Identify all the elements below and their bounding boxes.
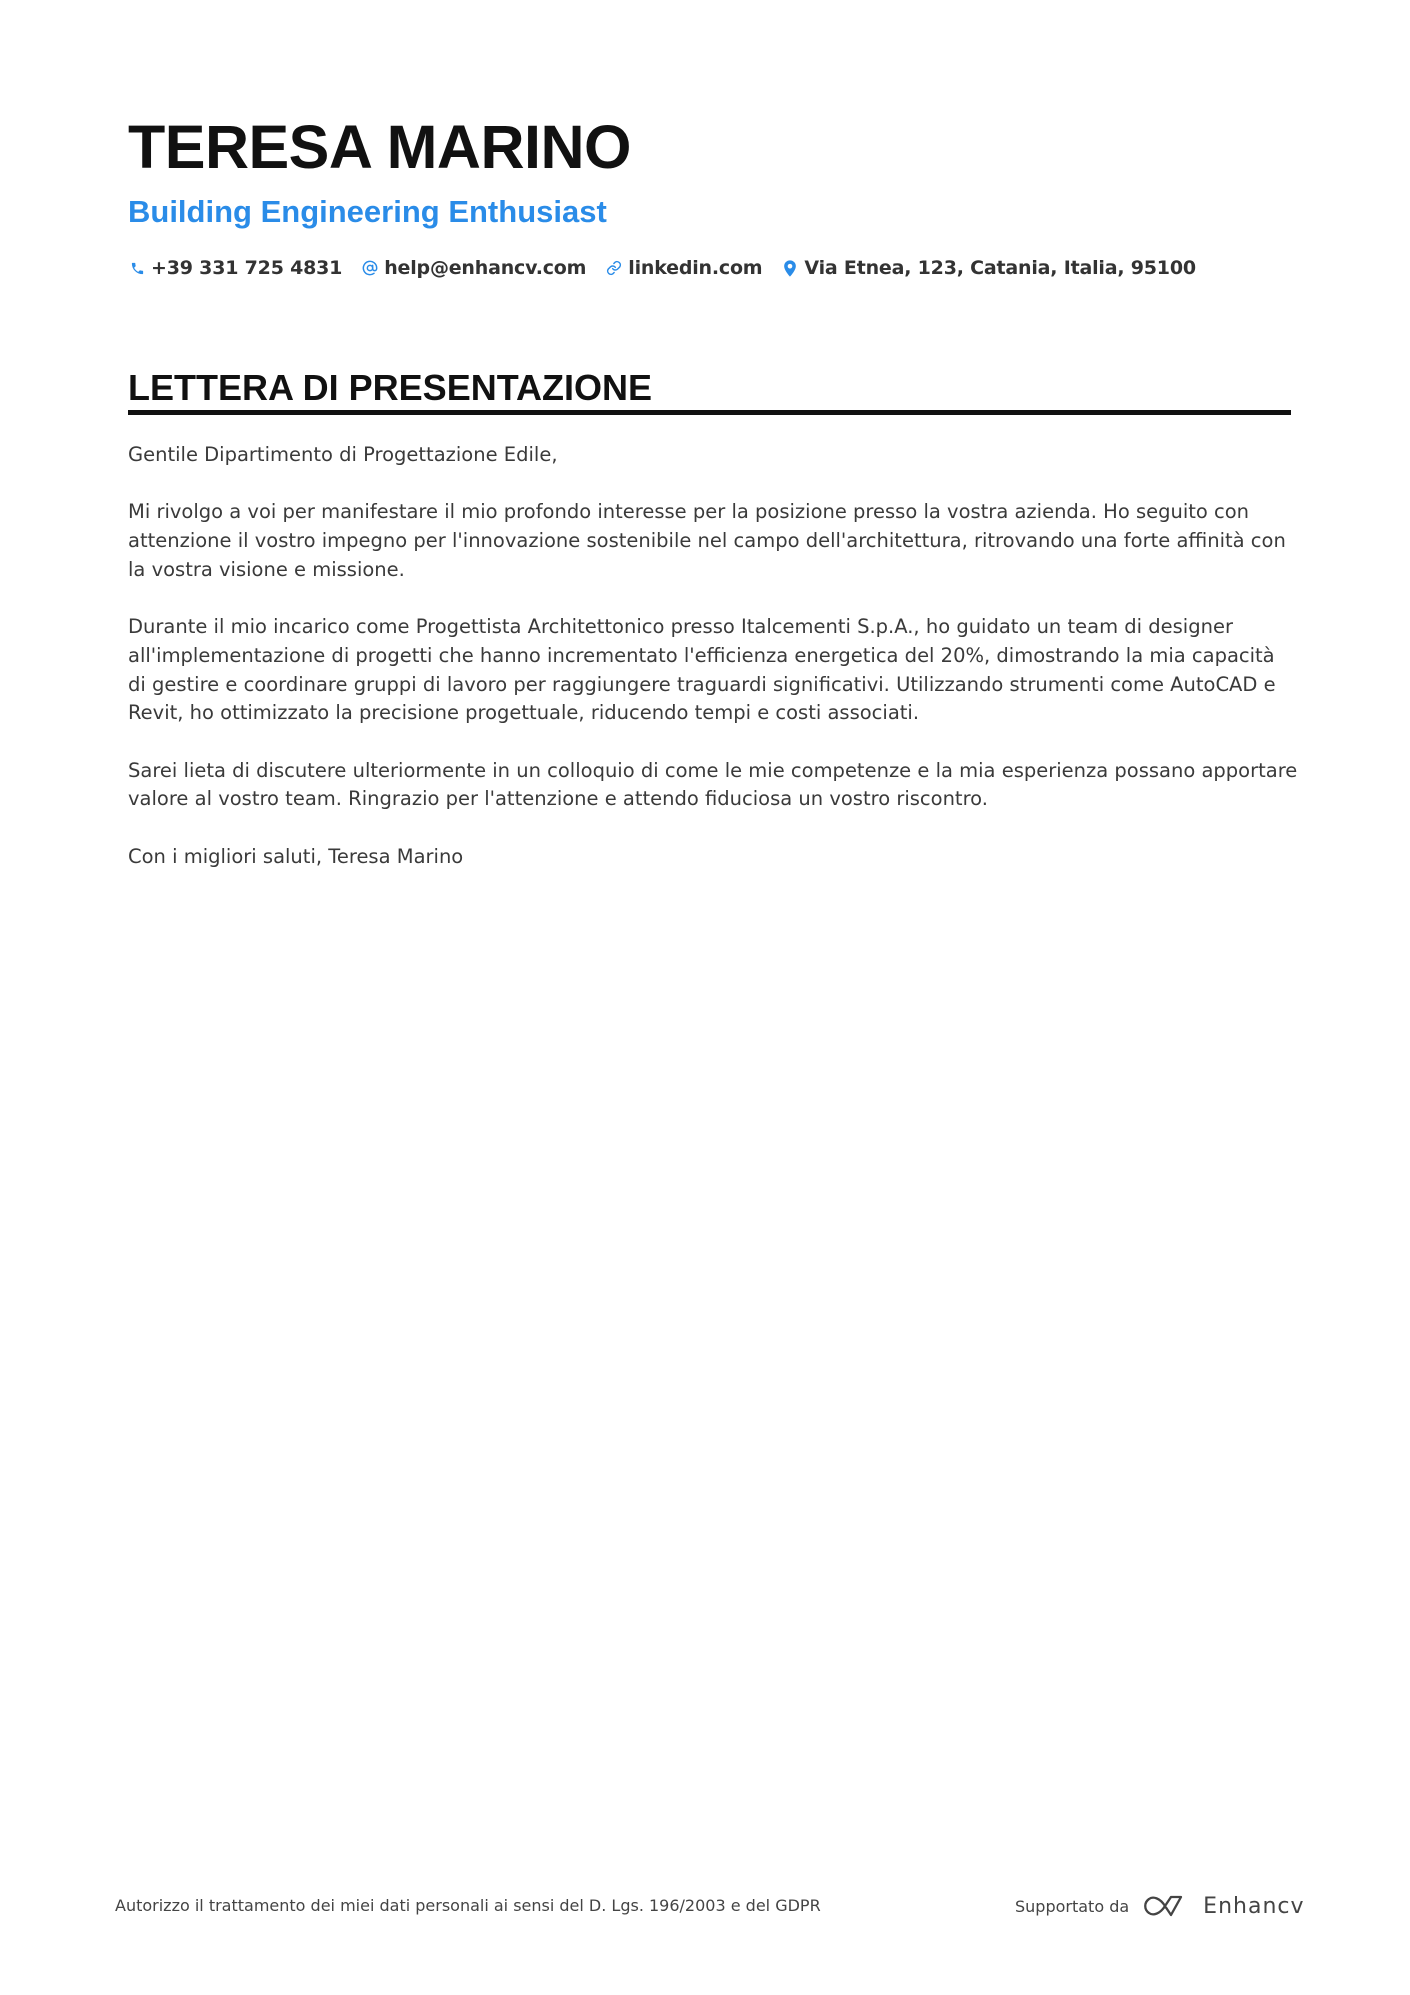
enhancv-brand: Enhancv <box>1203 1893 1305 1919</box>
at-icon <box>361 258 379 278</box>
contact-phone-text: +39 331 725 4831 <box>151 257 343 279</box>
contact-phone[interactable] <box>128 257 342 279</box>
letter-paragraph: Mi rivolgo a voi per manifestare il mio profondo interesse per la posizione presso la vostra azienda. Ho seguito con attenzione il vostro impegno per l'innovazione sostenibile nel campo dell'architettura, ritrovando una forte affinità con la vostra visione e missione. <box>128 500 1286 581</box>
contact-linkedin[interactable] <box>605 257 762 279</box>
phone-icon <box>128 258 146 278</box>
contact-email[interactable] <box>361 257 586 279</box>
candidate-name: TERESA MARINO <box>128 113 631 181</box>
section-title: LETTERA DI PRESENTAZIONE <box>128 367 653 408</box>
location-pin-icon <box>781 258 799 278</box>
candidate-headline: Building Engineering Enthusiast <box>128 194 607 229</box>
contact-email-text: help@enhancv.com <box>384 257 587 279</box>
contact-bar <box>128 255 1215 281</box>
letter-body <box>128 441 1298 900</box>
contact-address-text: Via Etnea, 123, Catania, Italia, 95100 <box>804 257 1196 279</box>
powered-by[interactable] <box>1015 1889 1305 1923</box>
contact-address <box>781 257 1195 279</box>
letter-closing: Con i migliori saluti, Teresa Marino <box>128 844 464 868</box>
letter-greeting: Gentile Dipartimento di Progettazione Edile, <box>128 443 558 466</box>
privacy-consent: Autorizzo il trattamento dei miei dati personali ai sensi del D. Lgs. 196/2003 e del GDPR <box>115 1896 821 1915</box>
enhancv-logo-icon <box>1141 1893 1189 1919</box>
link-icon <box>605 258 623 278</box>
letter-paragraph: Durante il mio incarico come Progettista Architettonico presso Italcementi S.p.A., ho guidato un team di designer all'implementazione di progetti che hanno incrementato l'efficienza energetica del 20%, dimostrando la mia capacità di gestire e coordinare gruppi di lavoro per raggiungere traguardi significativi. Utilizzando strumenti come AutoCAD e Revit, ho ottimizzato la precisione progettuale, riducendo tempi e costi associati. <box>128 615 1276 725</box>
section-divider <box>128 410 1291 415</box>
letter-paragraph: Sarei lieta di discutere ulteriormente in un colloquio di come le mie competenze e la mia esperienza possano apportare valore al vostro team. Ringrazio per l'attenzione e attendo fiduciosa un vostro riscontro. <box>128 758 1298 811</box>
contact-linkedin-text: linkedin.com <box>628 257 763 279</box>
powered-by-label: Supportato da <box>1015 1896 1130 1916</box>
